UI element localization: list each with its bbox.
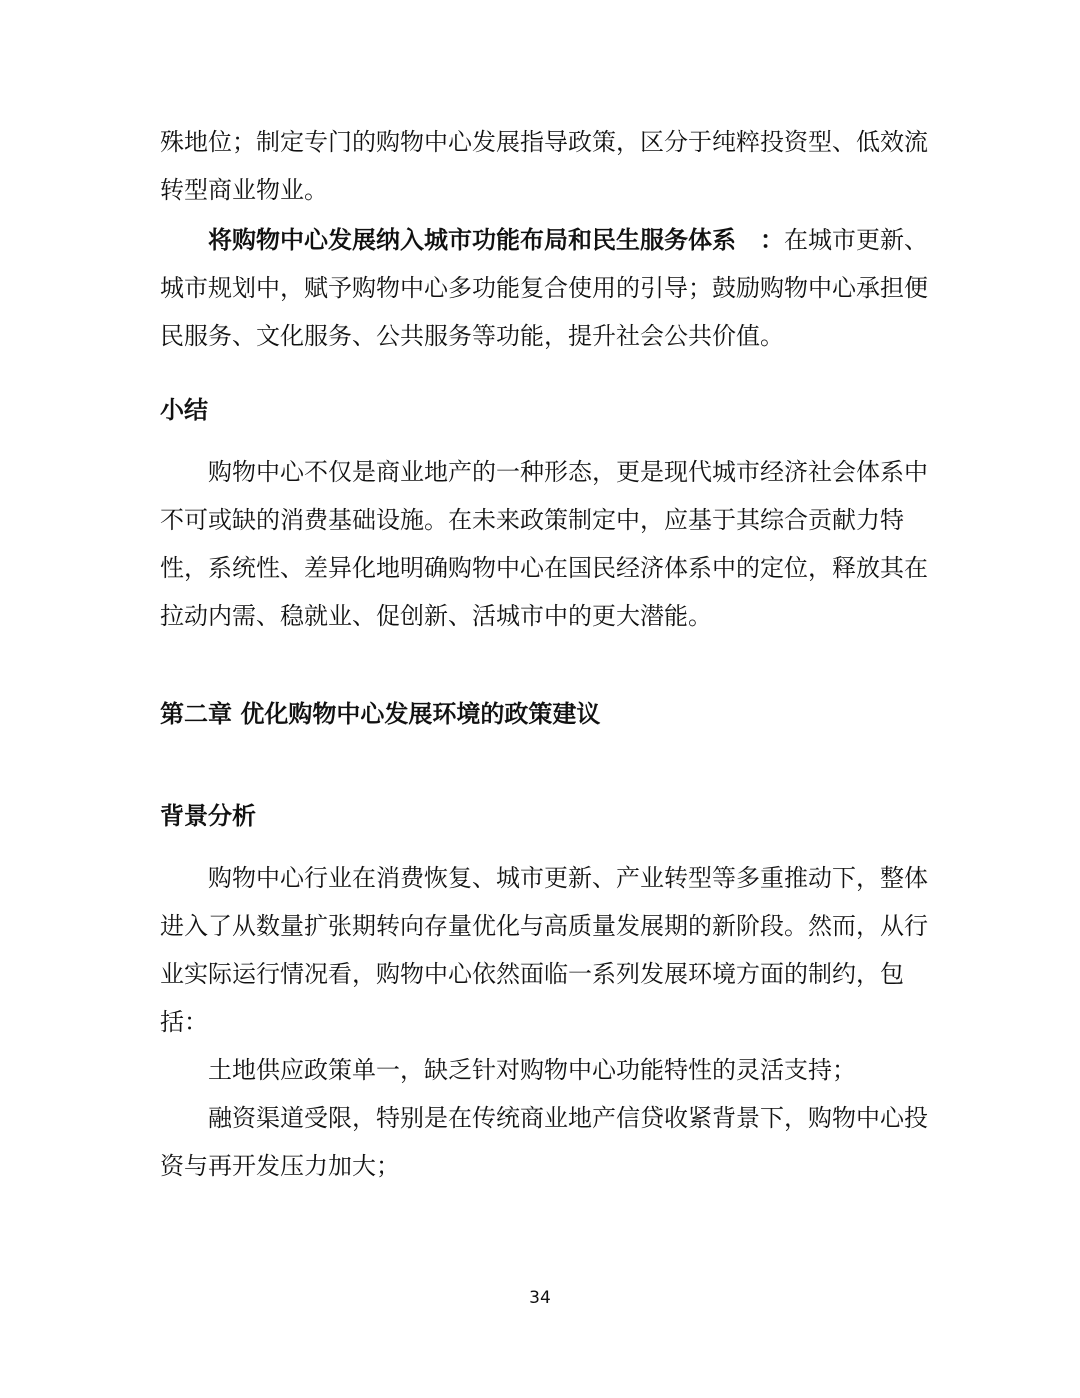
paragraph-body: 在城市更新、城市规划中，赋予购物中心多功能复合使用的引导；鼓励购物中心承担便民服务、文化服务、公共服务等功能，提升社会公共价值。 — [160, 226, 928, 350]
paragraph-urban-function — [160, 216, 940, 360]
paragraph-summary: 购物中心不仅是商业地产的一种形态，更是现代城市经济社会体系中不可或缺的消费基础设施。在未来政策制定中，应基于其综合贡献力特性，系统性、差异化地明确购物中心在国民经济体系中的定位，释放其在拉动内需、稳就业、促创新、活城市中的更大潜能。 — [160, 458, 928, 630]
chapter-title: 第二章 优化购物中心发展环境的政策建议 — [160, 700, 601, 728]
page-content — [160, 118, 940, 1190]
page-number: 34 — [529, 1288, 551, 1308]
section-heading-background: 背景分析 — [160, 802, 256, 830]
paragraph-lead-in: 将购物中心发展纳入城市功能布局和民生服务体系 ： — [208, 226, 784, 254]
paragraph-financing: 融资渠道受限，特别是在传统商业地产信贷收紧背景下，购物中心投资与再开发压力加大； — [160, 1104, 928, 1180]
paragraph-policy-continuation: 殊地位；制定专门的购物中心发展指导政策，区分于纯粹投资型、低效流转型商业物业。 — [160, 128, 928, 204]
paragraph-land-supply: 土地供应政策单一，缺乏针对购物中心功能特性的灵活支持； — [208, 1056, 856, 1084]
paragraph-background: 购物中心行业在消费恢复、城市更新、产业转型等多重推动下，整体进入了从数量扩张期转向存量优化与高质量发展期的新阶段。然而，从行业实际运行情况看，购物中心依然面临一系列发展环境方面的制约，包括： — [160, 864, 928, 1036]
section-heading-summary: 小结 — [160, 396, 208, 424]
